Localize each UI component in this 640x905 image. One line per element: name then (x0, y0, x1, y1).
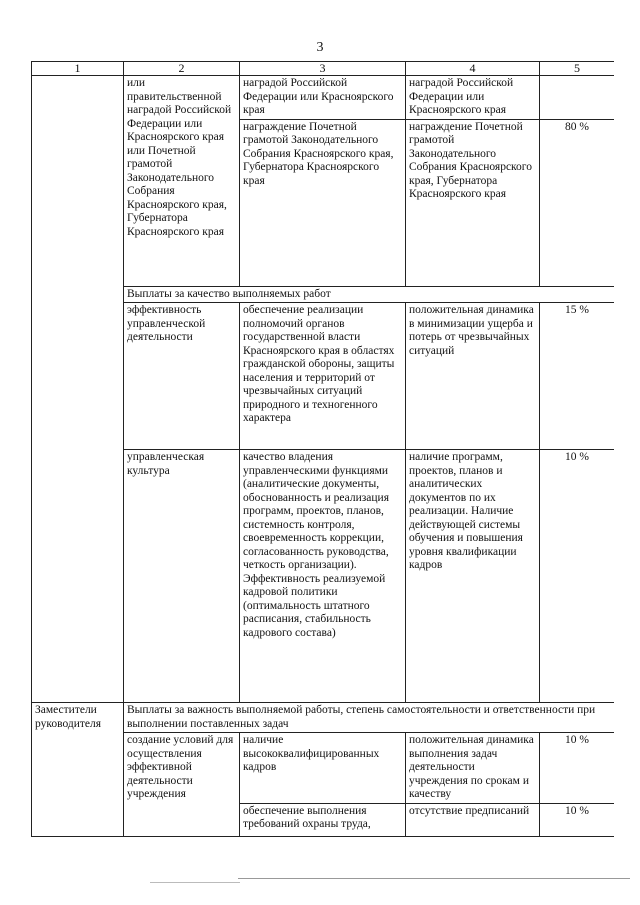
indicator-cell: положительная динамика выполнения задач деятельности учреждения по срокам и качеству (406, 733, 540, 804)
header-row (32, 62, 615, 76)
condition-cell: обеспечение выполнения требований охраны труда, (240, 803, 406, 836)
indicator-cell: наличие программ, проектов, планов и аналитических документов по их реализации. Наличие действующей системы обучения и повышения уровня квалификации кадров (406, 450, 540, 703)
criterion-cell: управленческая культура (124, 450, 240, 703)
percent-cell: 10 % (540, 450, 615, 703)
header-col-4: 4 (406, 62, 540, 76)
criterion-cell: или правительственной наградой Российской Федерации или Красноярского края или Почетной грамотой Законодательного Собрания Красноярского края, Губернатора Красноярского края (124, 76, 240, 287)
condition-cell: обеспечение реализации полномочий органов государственной власти Красноярского края в областях гражданской обороны, защиты населения и территорий от чрезвычайных ситуаций природного и техногенного характера (240, 303, 406, 450)
position-cell: Заместители руководителя (32, 703, 124, 837)
condition-cell: качество владения управленческими функциями (аналитические документы, обоснованность и реализация программ, проектов, планов, системность контроля, своевременность коррекции, согласованность руководства, четкость организации). Эффективность реализуемой кадровой политики (оптимальность штатного расписания, стабильность кадрового состава) (240, 450, 406, 703)
section-title: Выплаты за качество выполняемых работ (124, 286, 615, 303)
header-col-1: 1 (32, 62, 124, 76)
criterion-cell: создание условий для осуществления эффективной деятельности учреждения (124, 733, 240, 837)
condition-cell: наградой Российской Федерации или Красноярского края (240, 76, 406, 120)
header-col-3: 3 (240, 62, 406, 76)
percent-cell: 80 % (540, 119, 615, 286)
section-title-row (32, 703, 615, 733)
page-number: 3 (316, 40, 324, 55)
criterion-cell: эффективность управленческой деятельности (124, 303, 240, 450)
position-cell-empty (32, 76, 124, 703)
indicator-cell: наградой Российской Федерации или Красноярского края (406, 76, 540, 120)
footer-line (238, 878, 630, 879)
header-col-5: 5 (540, 62, 615, 76)
header-col-2: 2 (124, 62, 240, 76)
footer-line-short (150, 882, 240, 883)
percent-cell: 15 % (540, 303, 615, 450)
condition-cell: наличие высококвалифицированных кадров (240, 733, 406, 804)
percent-cell: 10 % (540, 733, 615, 804)
condition-cell: награждение Почетной грамотой Законодательного Собрания Красноярского края, Губернатора Красноярского края (240, 119, 406, 286)
criteria-table (31, 61, 614, 837)
percent-cell (540, 76, 615, 120)
indicator-cell: отсутствие предписаний (406, 803, 540, 836)
table-wrapper (31, 61, 614, 841)
percent-cell: 10 % (540, 803, 615, 836)
indicator-cell: положительная динамика в минимизации ущерба и потерь от чрезвычайных ситуаций (406, 303, 540, 450)
indicator-cell: награждение Почетной грамотой Законодательного Собрания Красноярского края, Губернатора Красноярского края (406, 119, 540, 286)
table-row (32, 76, 615, 120)
section-title: Выплаты за важность выполняемой работы, степень самостоятельности и ответственности при выполнении поставленных задач (124, 703, 615, 733)
